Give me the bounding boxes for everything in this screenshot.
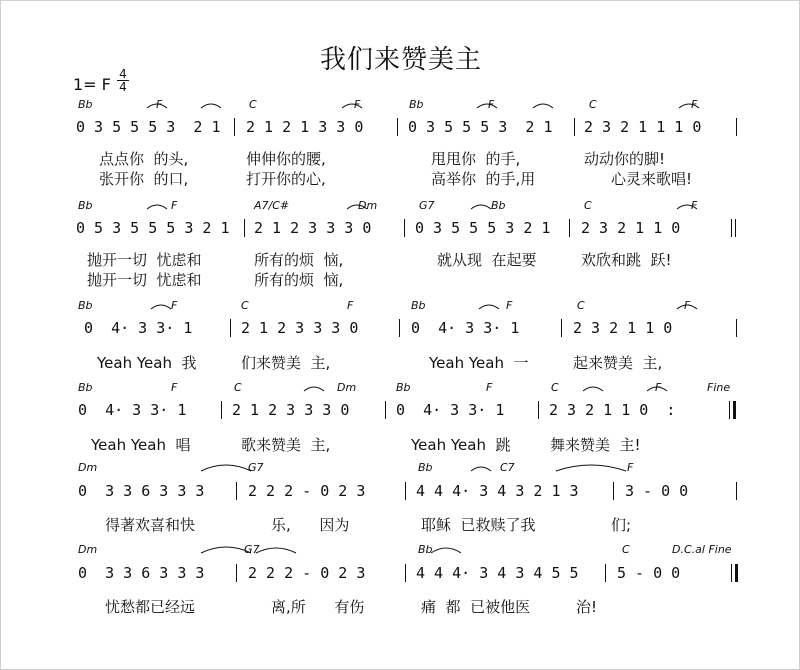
lyric-line-1: 甩甩你 的手, bbox=[431, 150, 521, 168]
measure-notes: 2 1 2 3 3 3 0 bbox=[241, 319, 359, 337]
measure-notes: 0 4· 3 3· 1 bbox=[78, 401, 187, 419]
chord-symbol: F bbox=[171, 199, 178, 212]
lyric-line-1: 乐, 因为 bbox=[271, 516, 350, 534]
chord-symbol: C bbox=[584, 199, 592, 212]
final-barline bbox=[735, 219, 736, 237]
chord-symbol: F bbox=[655, 381, 662, 394]
time-signature-numerator: 4 bbox=[117, 68, 129, 81]
lyric-line-1: 们来赞美 主, bbox=[241, 354, 331, 372]
lyric-line-1: 欢欣和跳 跃! bbox=[581, 251, 672, 269]
chord-symbol: F bbox=[691, 98, 698, 111]
staff-system-4 bbox=[1, 377, 800, 459]
lyric-line-1: 们; bbox=[611, 516, 632, 534]
lyric-line-1: 点点你 的头, bbox=[99, 150, 189, 168]
measure-notes: 2 2 2 - 0 2 3 bbox=[248, 482, 366, 500]
chord-symbol: C bbox=[234, 381, 242, 394]
lyric-line-1: 痛 都 已被他医 bbox=[421, 598, 531, 616]
barline bbox=[736, 482, 737, 500]
barline bbox=[236, 482, 237, 500]
barline bbox=[736, 319, 737, 337]
chord-symbol: F bbox=[486, 381, 493, 394]
measure-notes: 0 3 3 6 3 3 3 bbox=[78, 482, 205, 500]
staff-system-6 bbox=[1, 537, 800, 619]
measure-notes: 0 4· 3 3· 1 bbox=[396, 401, 505, 419]
lyric-line-1: 抛开一切 忧虑和 bbox=[87, 251, 202, 269]
chord-symbol: Bb bbox=[396, 381, 411, 394]
chord-symbol: C bbox=[622, 543, 630, 556]
chord-symbol: Bb bbox=[78, 98, 93, 111]
lyric-line-1: 伸伸你的腰, bbox=[246, 150, 326, 168]
chord-symbol: C bbox=[577, 299, 585, 312]
chord-symbol: Dm bbox=[78, 461, 98, 474]
chord-symbol: F bbox=[171, 299, 178, 312]
repeat-barline-thick bbox=[733, 401, 736, 419]
lyric-line-1: 离,所 有伤 bbox=[271, 598, 365, 616]
lyric-line-2: 所有的烦 恼, bbox=[254, 271, 344, 289]
lyric-line-1: 治! bbox=[576, 598, 598, 616]
measure-notes: 2 1 2 3 3 3 0 bbox=[232, 401, 350, 419]
chord-symbol: Dm bbox=[337, 381, 357, 394]
measure-notes: 0 3 5 5 5 3 2 1 bbox=[415, 219, 551, 237]
time-signature bbox=[117, 68, 129, 93]
chord-symbol: F bbox=[171, 381, 178, 394]
lyric-line-1: 动动你的脚! bbox=[584, 150, 666, 168]
barline bbox=[538, 401, 539, 419]
chord-symbol: F bbox=[627, 461, 634, 474]
staff-system-2 bbox=[1, 197, 800, 289]
fine-marking: Fine bbox=[707, 381, 731, 394]
chord-symbol: F bbox=[488, 98, 495, 111]
repeat-barline-thin bbox=[729, 401, 730, 419]
barline bbox=[561, 319, 562, 337]
chord-symbol: Bb bbox=[418, 543, 433, 556]
chord-symbol: G7 bbox=[244, 543, 260, 556]
chord-symbol: F bbox=[506, 299, 513, 312]
barline bbox=[736, 118, 737, 136]
chord-symbol: C bbox=[241, 299, 249, 312]
measure-notes: 0 5 3 5 5 5 3 2 1 bbox=[76, 219, 230, 237]
barline bbox=[230, 319, 231, 337]
measure-notes: 2 1 2 1 3 3 0 bbox=[246, 118, 364, 136]
measure-notes: 0 3 5 5 5 3 2 1 bbox=[408, 118, 553, 136]
barline bbox=[569, 219, 570, 237]
final-barline-thick bbox=[735, 564, 738, 582]
barline bbox=[613, 482, 614, 500]
chord-symbol: Bb bbox=[409, 98, 424, 111]
staff-system-5 bbox=[1, 457, 800, 539]
measure-notes: 2 3 2 1 1 1 0 bbox=[584, 118, 702, 136]
measure-notes: 3 - 0 0 bbox=[625, 482, 689, 500]
barline bbox=[236, 564, 237, 582]
dc-al-fine-marking: D.C.al Fine bbox=[672, 543, 732, 556]
measure-notes: 0 4· 3 3· 1 bbox=[84, 319, 193, 337]
chord-symbol: Bb bbox=[78, 299, 93, 312]
barline bbox=[405, 564, 406, 582]
chord-symbol: A7/C# bbox=[254, 199, 290, 212]
measure-notes: 0 3 3 6 3 3 3 bbox=[78, 564, 205, 582]
lyric-line-1: 得著欢喜和快 bbox=[105, 516, 196, 534]
chord-symbol: C7 bbox=[500, 461, 515, 474]
measure-notes: 5 - 0 0 bbox=[617, 564, 681, 582]
measure-notes: 2 3 2 1 1 0 bbox=[573, 319, 673, 337]
measure-notes: 2 3 2 1 1 0 bbox=[581, 219, 681, 237]
key-signature: 1= F bbox=[73, 75, 111, 94]
lyric-line-1: 耶稣 已救赎了我 bbox=[421, 516, 536, 534]
barline bbox=[399, 319, 400, 337]
final-barline bbox=[731, 219, 732, 237]
chord-symbol: C bbox=[589, 98, 597, 111]
chord-symbol: Bb bbox=[78, 199, 93, 212]
lyric-line-1: 就从现 在起要 bbox=[437, 251, 537, 269]
chord-symbol: G7 bbox=[419, 199, 435, 212]
lyric-line-1: Yeah Yeah 一 bbox=[429, 354, 529, 372]
measure-notes: 4 4 4· 3 4 3 4 5 5 bbox=[416, 564, 579, 582]
lyric-line-1: Yeah Yeah 我 bbox=[97, 354, 197, 372]
barline bbox=[404, 219, 405, 237]
lyric-line-1: 歌来赞美 主, bbox=[241, 436, 331, 454]
lyric-line-1: Yeah Yeah 跳 bbox=[411, 436, 511, 454]
chord-symbol: Bb bbox=[418, 461, 433, 474]
barline bbox=[405, 482, 406, 500]
chord-symbol: F bbox=[684, 299, 691, 312]
lyric-line-2: 心灵来歌唱! bbox=[611, 170, 693, 188]
final-barline-thin bbox=[731, 564, 732, 582]
chord-symbol: Dm bbox=[358, 199, 378, 212]
lyric-line-1: 起来赞美 主, bbox=[573, 354, 663, 372]
barline bbox=[221, 401, 222, 419]
barline bbox=[397, 118, 398, 136]
chord-symbol: F bbox=[347, 299, 354, 312]
measure-notes: 4 4 4· 3 4 3 2 1 3 bbox=[416, 482, 579, 500]
lyric-line-2: 高举你 的手,用 bbox=[431, 170, 536, 188]
chord-symbol: F bbox=[156, 98, 163, 111]
chord-symbol: F bbox=[354, 98, 361, 111]
lyric-line-1: 忧愁都已经远 bbox=[105, 598, 196, 616]
chord-symbol: F bbox=[691, 199, 698, 212]
lyric-line-1: Yeah Yeah 唱 bbox=[91, 436, 191, 454]
lyric-line-2: 张开你 的口, bbox=[99, 170, 189, 188]
measure-notes: 0 3 5 5 5 3 2 1 bbox=[76, 118, 221, 136]
barline bbox=[234, 118, 235, 136]
time-signature-denominator: 4 bbox=[119, 80, 127, 94]
lyric-line-2: 抛开一切 忧虑和 bbox=[87, 271, 202, 289]
measure-notes: 0 4· 3 3· 1 bbox=[411, 319, 520, 337]
lyric-line-1: 舞来赞美 主! bbox=[550, 436, 641, 454]
chord-symbol: Bb bbox=[491, 199, 506, 212]
chord-symbol: Bb bbox=[78, 381, 93, 394]
barline bbox=[574, 118, 575, 136]
song-title: 我们来赞美主 bbox=[319, 45, 482, 75]
measure-notes: 2 2 2 - 0 2 3 bbox=[248, 564, 366, 582]
measure-notes: 2 1 2 3 3 3 0 bbox=[254, 219, 372, 237]
barline bbox=[244, 219, 245, 237]
lyric-line-2: 打开你的心, bbox=[246, 170, 326, 188]
chord-symbol: C bbox=[551, 381, 559, 394]
staff-system-3 bbox=[1, 297, 800, 379]
chord-symbol: Bb bbox=[411, 299, 426, 312]
chord-symbol: Dm bbox=[78, 543, 98, 556]
chord-symbol: G7 bbox=[248, 461, 264, 474]
barline bbox=[605, 564, 606, 582]
lyric-line-1: 所有的烦 恼, bbox=[254, 251, 344, 269]
chord-symbol: C bbox=[249, 98, 257, 111]
staff-system-1 bbox=[1, 96, 800, 188]
measure-notes: 2 3 2 1 1 0 : bbox=[549, 401, 676, 419]
barline bbox=[385, 401, 386, 419]
